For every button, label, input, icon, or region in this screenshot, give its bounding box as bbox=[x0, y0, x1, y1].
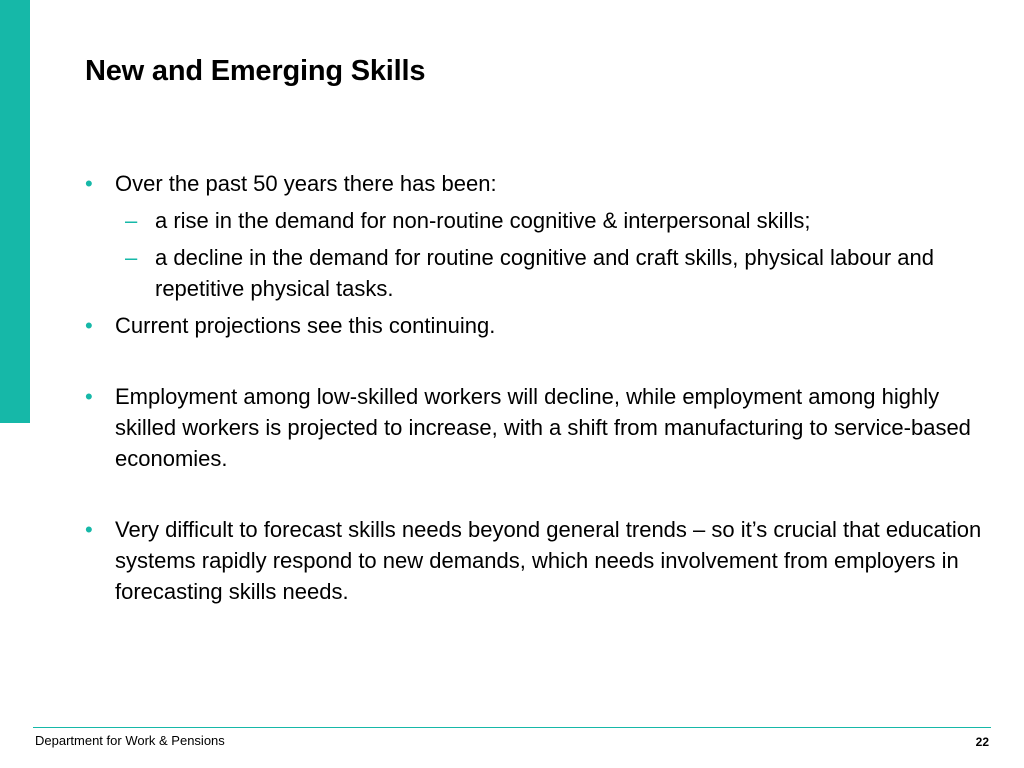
bullet-item bbox=[85, 310, 985, 341]
accent-bar bbox=[0, 0, 30, 423]
footer-organization: Department for Work & Pensions bbox=[35, 733, 225, 748]
sub-bullet-marker: – bbox=[125, 208, 138, 233]
bullet-item bbox=[85, 381, 985, 474]
bullet-item bbox=[85, 514, 985, 607]
bullet-text: Current projections see this continuing. bbox=[115, 313, 496, 338]
bullet-item bbox=[85, 168, 985, 199]
sub-bullet-item bbox=[85, 205, 985, 236]
bullet-marker: • bbox=[85, 171, 93, 196]
bullet-text: Employment among low-skilled workers will decline, while employment among highly skilled workers is projected to increase, with a shift from manufacturing to service-based economies. bbox=[115, 384, 971, 471]
sub-bullet-marker: – bbox=[125, 245, 138, 270]
bullet-text: Very difficult to forecast skills needs beyond general trends – so it’s crucial that education systems rapidly respond to new demands, which needs involvement from employers in forecasting skills needs. bbox=[115, 517, 982, 604]
bullet-marker: • bbox=[85, 517, 93, 542]
bullet-marker: • bbox=[85, 384, 93, 409]
slide-title: New and Emerging Skills bbox=[85, 55, 426, 87]
sub-bullet-text: a decline in the demand for routine cognitive and craft skills, physical labour and repetitive physical tasks. bbox=[155, 245, 935, 301]
sub-bullet-item bbox=[85, 242, 985, 304]
sub-bullet-text: a rise in the demand for non-routine cognitive & interpersonal skills; bbox=[155, 208, 811, 233]
bullet-text: Over the past 50 years there has been: bbox=[115, 171, 497, 196]
slide-body bbox=[85, 168, 985, 607]
footer-divider bbox=[33, 727, 991, 728]
page-number: 22 bbox=[975, 735, 989, 749]
bullet-marker: • bbox=[85, 313, 93, 338]
